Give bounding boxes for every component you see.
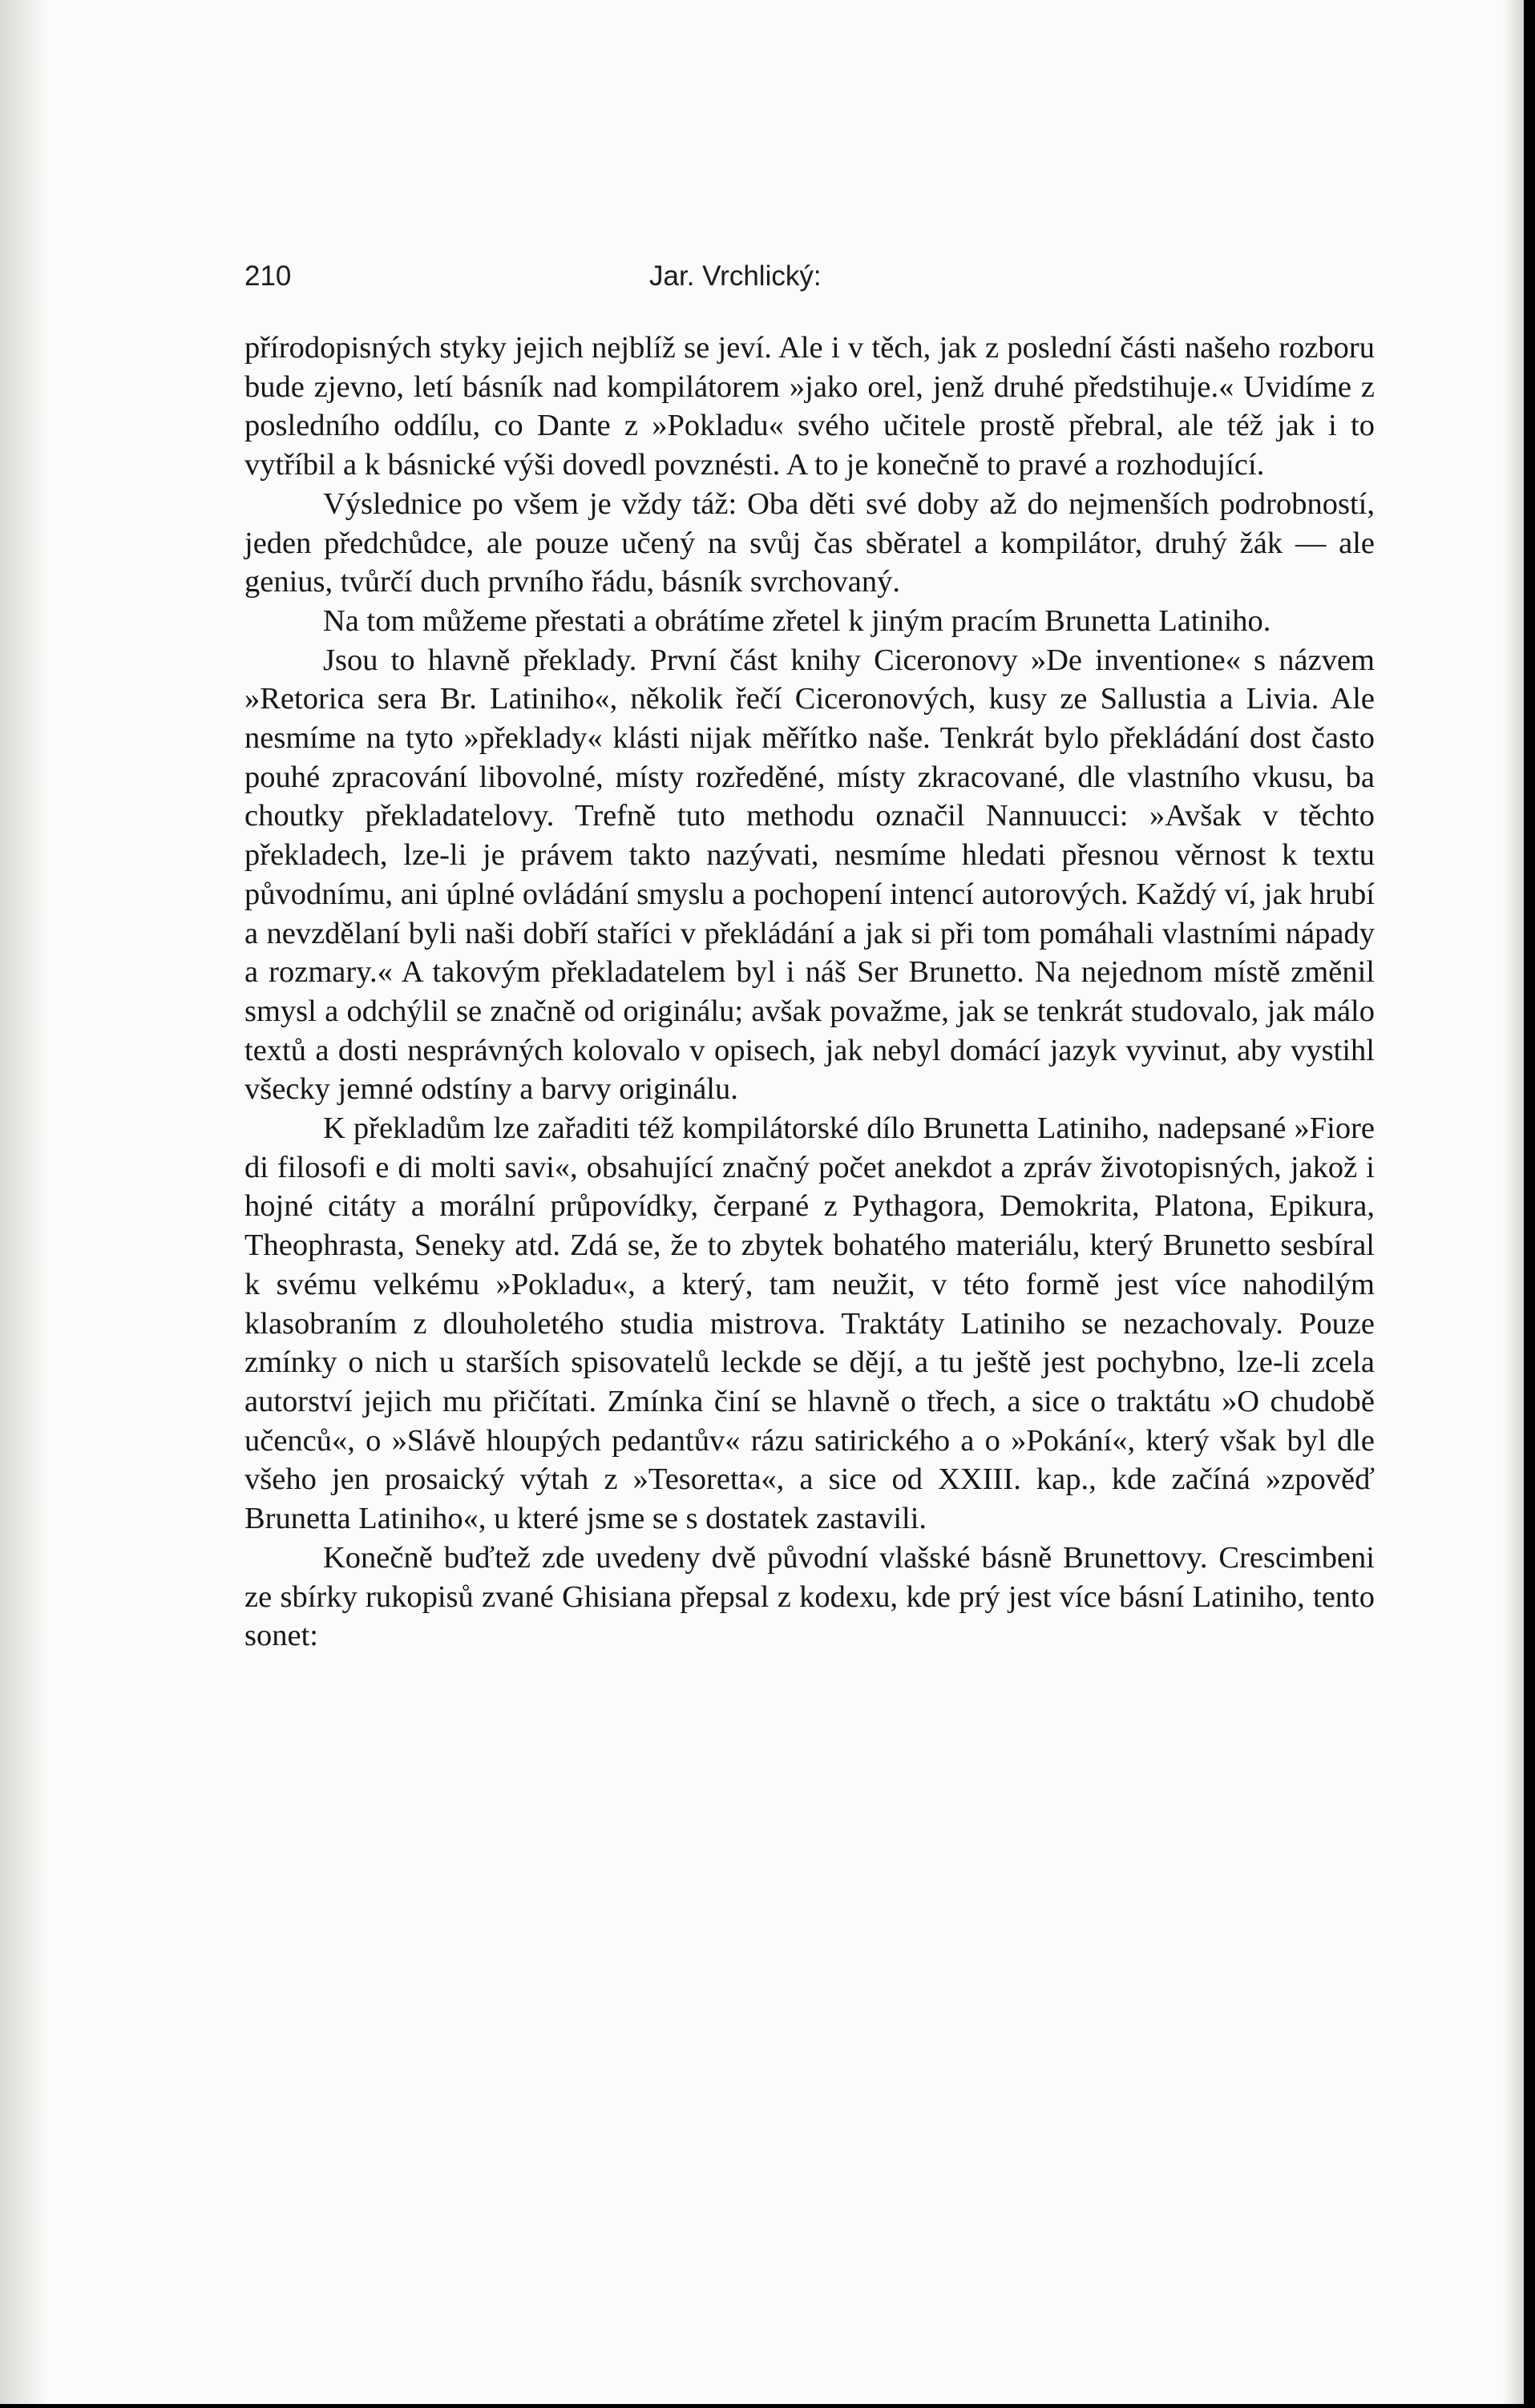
paragraph-6: Konečně buďtež zde uvedeny dvě původní vlašské básně Brunettovy. Crescimbeni ze sbírky rukopisů zvané Ghisiana přepsal z kodexu, kde prý jest více básní Latiniho, tento sonet: [244,1540,1375,1653]
paragraph-3: Na tom můžeme přestati a obrátíme zřetel k jiným pracím Brunetta Latiniho. [323,603,1271,638]
paragraph-2: Výslednice po všem je vždy táž: Oba děti své doby až do nejmenších podrobností, jeden předchůdce, ale pouze učený na svůj čas sběratel a kompilátor, druhý žák — ale genius, tvůrčí duch prvního řádu, básník svrchovaný. [244,486,1375,599]
paragraph-5: K překladům lze zařaditi též kompilátorské dílo Brunetta Latiniho, nadepsané »Fiore di filosofi e di molti savi«, obsahující značný počet anekdot a zpráv životopisných, jakož i hojné citáty a morální průpovídky, čerpané z Pythagora, Demokrita, Platona, Epikura, Theophrasta, Seneky atd. Zdá se, že to zbytek bohatého materiálu, který Brunetto sesbíral k svému velkému »Pokladu«, a který, tam neužit, v této formě jest více nahodilým klasobraním z dlouholetého studia mistrova. Traktáty Latiniho se nezachovaly. Pouze zmínky o nich u starších spisovatelů leckde se dějí, a tu ještě jest pochybno, lze-li zcela autorství jejich mu přičítati. Zmínka činí se hlavně o třech, a sice o traktátu »O chudobě učenců«, o »Slávě hloupých pedantův« rázu satirického a o »Pokání«, který však byl dle všeho jen prosaický výtah z »Tesoretta«, a sice od XXIII. kap., kde začíná »zpověď Brunetta Latiniho«, u které jsme se s dostatek zastavili. [244,1111,1375,1536]
running-head [244,260,1375,300]
running-title: Jar. Vrchlický: [649,260,822,292]
body-text [244,329,1375,1656]
paragraph-1: přírodopisných styky jejich nejblíž se jeví. Ale i v těch, jak z poslední části našeho rozboru bude zjevno, letí básník nad kompilátorem »jako orel, jenž druhé předstihuje.« Uvidíme z posledního oddílu, co Dante z »Pokladu« svého učitele prostě přebral, ale též jak i to vytříbil a k básnické výši dovedl povznésti. A to je konečně to pravé a rozhodující. [244,331,1375,482]
paragraph-4: Jsou to hlavně překlady. První část knihy Ciceronovy »De inventione« s názvem »Retorica sera Br. Latiniho«, několik řečí Ciceronových, kusy ze Sallustia a Livia. Ale nesmíme na tyto »překlady« klásti nijak měřítko naše. Tenkrát bylo překládání dost často pouhé zpracování libovolné, místy rozředěné, místy zkracované, dle vlastního vkusu, ba choutky překladatelovy. Trefně tuto methodu označil Nannuucci: »Avšak v těchto překladech, lze-li je právem takto nazývati, nesmíme hledati přesnou věrnost k textu původnímu, ani úplné ovládání smyslu a pochopení intencí autorových. Každý ví, jak hrubí a nevzdělaní byli naši dobří staříci v překládání a jak si při tom pomáhali vlastními nápady a rozmary.« A takovým překladatelem byl i náš Ser Brunetto. Na nejednom místě změnil smysl a odchýlil se značně od originálu; avšak považme, jak se tenkrát studovalo, jak málo textů a dosti nesprávných kolovalo v opisech, jak nebyl domácí jazyk vyvinut, aby vystihl všecky jemné odstíny a barvy originálu. [244,643,1375,1107]
page-number: 210 [244,260,292,292]
scan-border [1524,0,1535,2408]
